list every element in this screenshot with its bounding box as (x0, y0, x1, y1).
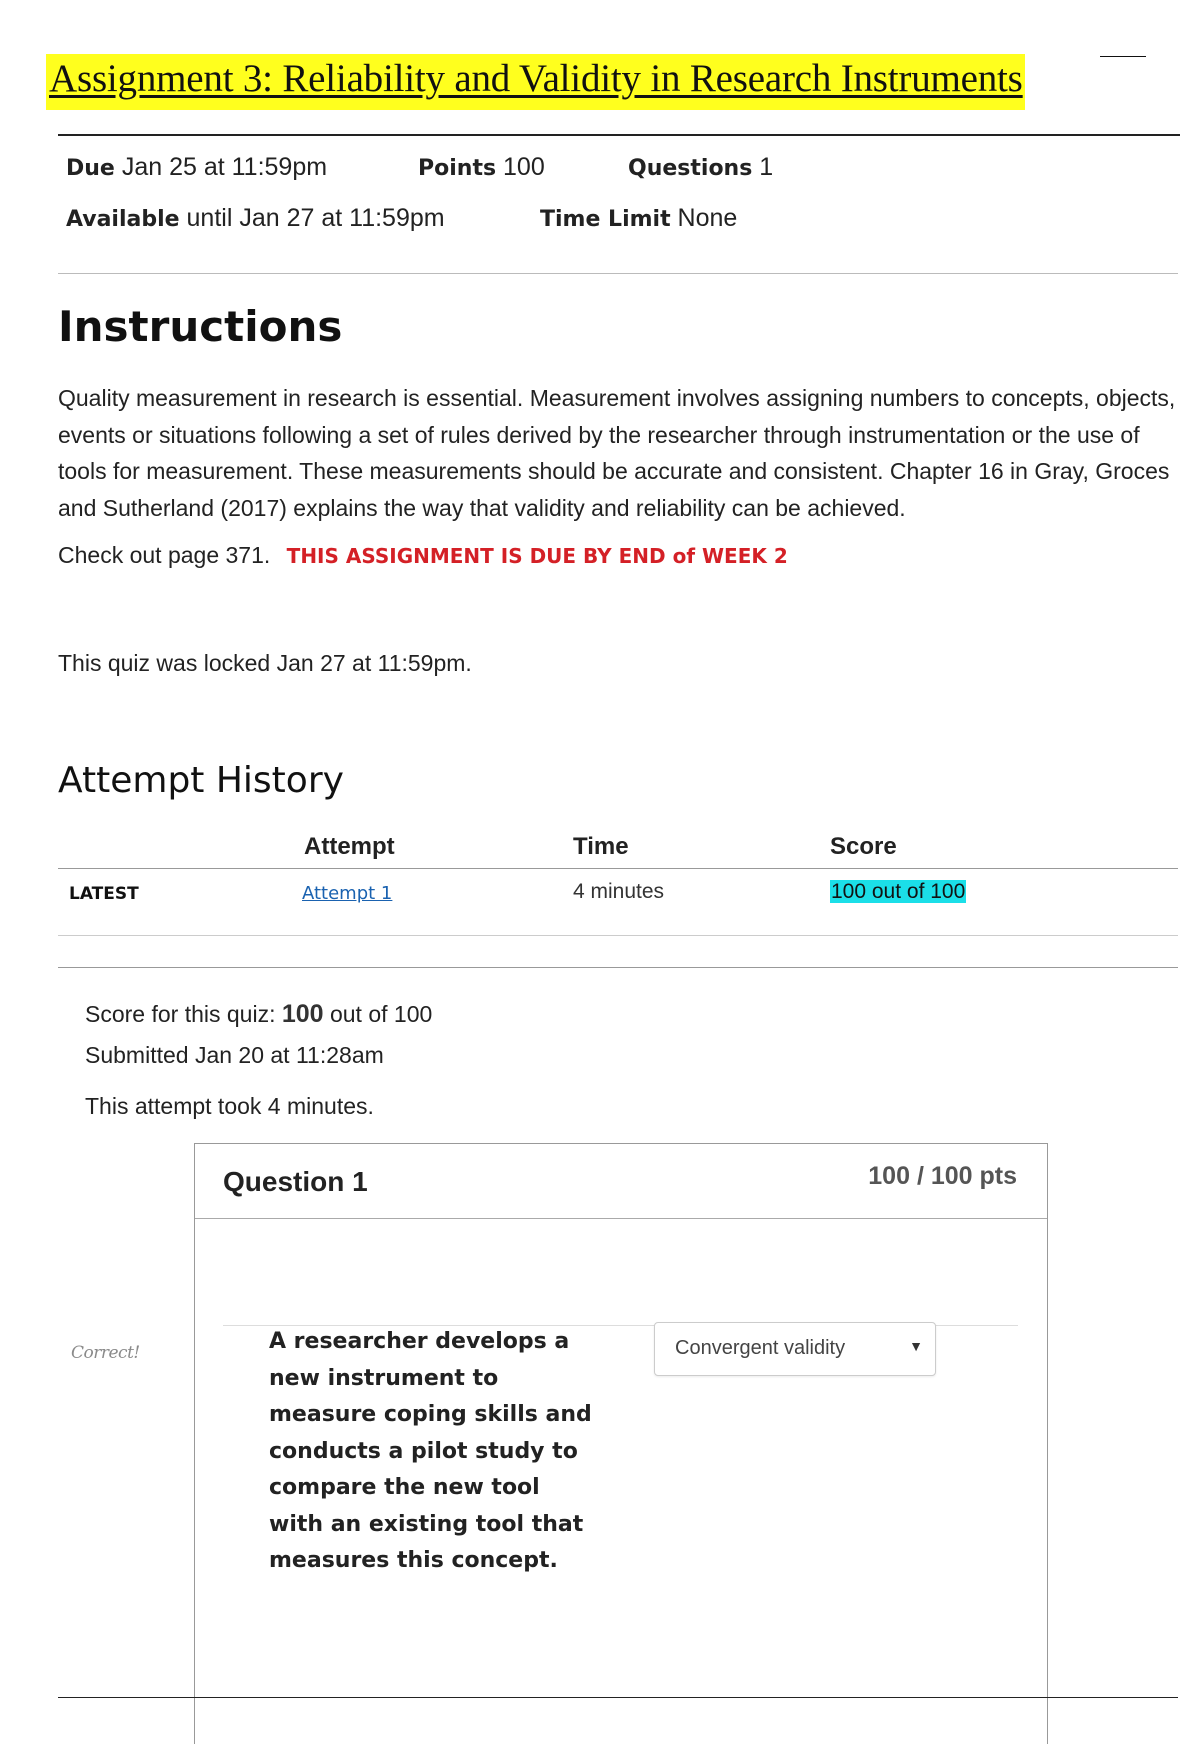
section-divider (58, 967, 1178, 968)
time-limit-value: None (677, 204, 738, 232)
check-page-line (58, 542, 788, 569)
attempt-1-link[interactable]: Attempt 1 (302, 883, 393, 904)
assignment-title-highlight (46, 54, 1025, 110)
attempt-score-value: 100 out of 100 (831, 880, 966, 903)
check-page-text: Check out page 371. (58, 542, 271, 568)
lock-notice: This quiz was locked Jan 27 at 11:59pm. (58, 650, 472, 676)
points-meta (418, 153, 545, 182)
page-bottom-rule (58, 1697, 1178, 1698)
due-label: Due (66, 156, 115, 181)
title-tail-line (1100, 56, 1146, 57)
column-header-attempt: Attempt (304, 833, 395, 860)
due-meta (66, 153, 327, 182)
available-value: until Jan 27 at 11:59pm (186, 204, 445, 232)
quiz-score-line (85, 1000, 432, 1029)
column-header-score: Score (830, 833, 897, 860)
instructions-heading: Instructions (58, 302, 343, 351)
correct-indicator: Correct! (71, 1343, 140, 1363)
attempt-duration: This attempt took 4 minutes. (85, 1093, 374, 1119)
available-meta (66, 204, 445, 233)
time-limit-meta (540, 204, 737, 233)
assignment-title: Assignment 3: Reliability and Validity in Research Instruments (49, 57, 1023, 100)
header-divider (58, 134, 1180, 136)
answer-selected-value: Convergent validity (675, 1337, 846, 1359)
points-label: Points (418, 156, 497, 181)
time-limit-label: Time Limit (540, 207, 671, 232)
attempt-history-heading: Attempt History (58, 760, 344, 801)
attempt-score (830, 880, 966, 904)
column-header-time: Time (573, 833, 629, 860)
question-card (194, 1143, 1048, 1744)
available-label: Available (66, 207, 180, 232)
questions-value: 1 (759, 153, 774, 181)
due-notice: THIS ASSIGNMENT IS DUE BY END of WEEK 2 (286, 544, 788, 568)
table-header-divider (58, 868, 1178, 869)
answer-dropdown[interactable] (654, 1322, 936, 1376)
questions-meta (628, 153, 773, 182)
table-row-divider (58, 935, 1178, 936)
score-value: 100 (281, 1000, 324, 1028)
latest-tag: LATEST (69, 884, 139, 904)
chevron-down-icon: ▼ (909, 1338, 923, 1354)
questions-label: Questions (628, 156, 753, 181)
score-prefix: Score for this quiz: (85, 1001, 276, 1027)
attempt-time: 4 minutes (573, 880, 665, 903)
due-value: Jan 25 at 11:59pm (121, 153, 328, 181)
points-value: 100 (503, 153, 545, 181)
question-text: A researcher develops a new instrument to measure coping skills and conducts a pilot study to compare the new tool with an existing tool that measures this concept. (269, 1329, 592, 1573)
submitted-line: Submitted Jan 20 at 11:28am (85, 1042, 384, 1068)
score-suffix: out of 100 (329, 1001, 433, 1027)
question-header (195, 1144, 1047, 1219)
question-title: Question 1 (223, 1166, 368, 1197)
question-points: 100 / 100 pts (868, 1162, 1017, 1190)
instructions-paragraph: Quality measurement in research is essential. Measurement involves assigning numbers to concepts, objects, events or situations following a set of rules derived by the researcher through instrumentation or the use of tools for measurement. These measurements should be accurate and consistent. Chapter 16 in Gray, Groces and Sutherland (2017) explains the way that validity and reliability can be achieved. (58, 385, 1176, 521)
meta-divider (58, 273, 1178, 274)
